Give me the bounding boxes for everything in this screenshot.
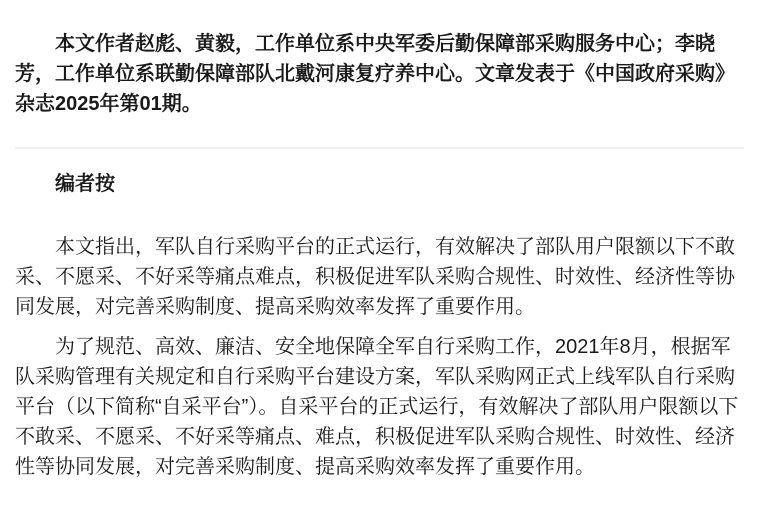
editor-note-paragraph: 本文指出，军队自行采购平台的正式运行，有效解决了部队用户限额以下不敢采、不愿采、不好采等痛点难点，积极促进军队采购合规性、时效性、经济性等协同发展，对完善采购制度、提高采购效率发挥了重要作用。 (15, 236, 735, 318)
author-attribution-note: 本文作者赵彪、黄毅，工作单位系中央军委后勤保障部采购服务中心；李晓芳，工作单位系联勤保障部队北戴河康复疗养中心。文章发表于《中国政府采购》杂志2025年第01期。 (15, 33, 735, 115)
editor-note-heading: 编者按 (55, 173, 115, 195)
section-divider (15, 147, 744, 149)
article-body-paragraph: 为了规范、高效、廉洁、安全地保障全军自行采购工作，2021年8月，根据军队采购管理有关规定和自行采购平台建设方案，军队采购网正式上线军队自行采购平台（以下简称“自采平台”）。自采平台的正式运行，有效解决了部队用户限额以下不敢采、不愿采、不好采等痛点、难点，积极促进军队采购合规性、时效性、经济性等协同发展，对完善采购制度、提高采购效率发挥了重要作用。 (15, 336, 739, 478)
